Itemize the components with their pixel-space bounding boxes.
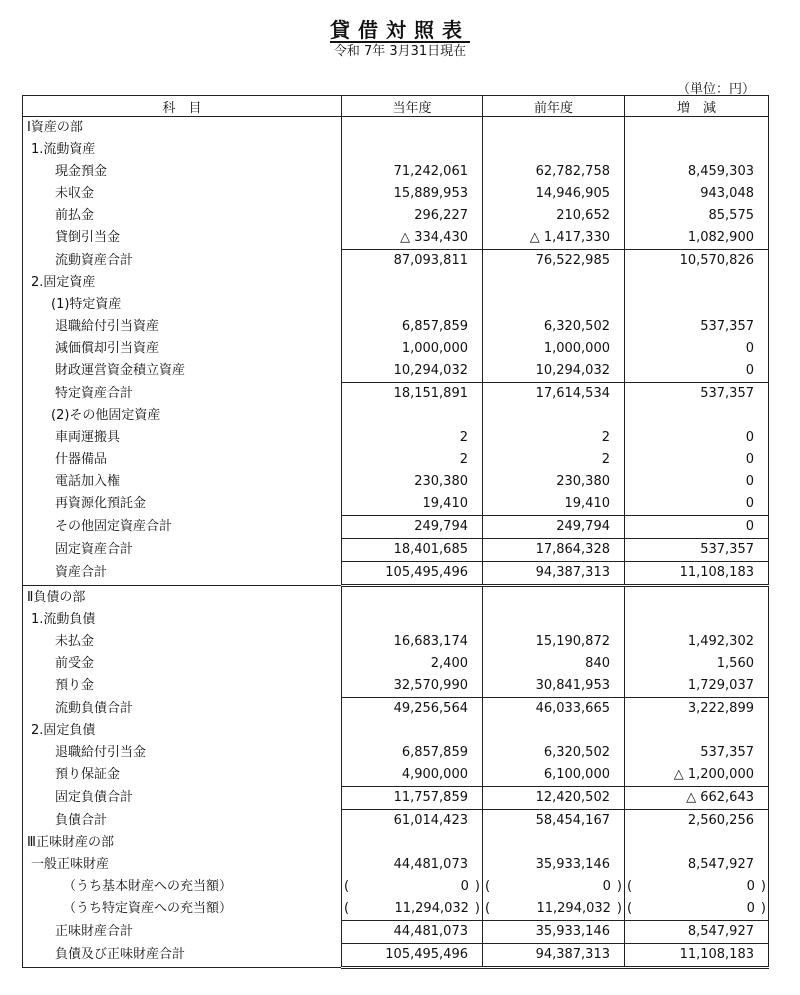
prior-year-value: [483, 405, 625, 427]
table-row: [23, 698, 769, 721]
table-row: [23, 898, 769, 921]
prior-year-value: 17,864,328: [483, 539, 625, 562]
change-value: 537,357: [625, 539, 769, 562]
current-year-value: [342, 898, 483, 921]
change-value: [625, 272, 769, 294]
prior-year-value: 12,420,502: [483, 787, 625, 810]
change-value: [625, 832, 769, 854]
account-label: 負債合計: [23, 810, 342, 833]
account-label: Ⅰ資産の部: [23, 117, 342, 140]
prior-year-value: [483, 832, 625, 854]
current-year-value: 44,481,073: [342, 854, 483, 876]
current-year-value: [342, 272, 483, 294]
close-paren: ): [760, 901, 766, 916]
open-paren: (: [627, 879, 633, 894]
current-year-value: 6,857,859: [342, 316, 483, 338]
table-row: [23, 338, 769, 360]
prior-year-value: [483, 586, 625, 610]
change-value: 537,357: [625, 742, 769, 764]
column-header-account: 科 目: [23, 96, 342, 117]
table-row: [23, 944, 769, 968]
account-label: 2.固定資産: [23, 272, 342, 294]
account-label: （うち基本財産への充当額）: [23, 876, 342, 898]
prior-year-value: 94,387,313: [483, 944, 625, 968]
close-paren: ): [474, 879, 480, 894]
prior-year-value: [483, 117, 625, 140]
close-paren: ): [616, 901, 622, 916]
current-year-value: 2: [342, 449, 483, 471]
account-label: 前払金: [23, 205, 342, 227]
column-header-change: 増 減: [625, 96, 769, 117]
change-value: [625, 720, 769, 742]
change-value: 943,048: [625, 183, 769, 205]
account-label: 減価償却引当資産: [23, 338, 342, 360]
prior-year-value: 35,933,146: [483, 854, 625, 876]
current-year-value: 230,380: [342, 471, 483, 493]
prior-year-value: 46,033,665: [483, 698, 625, 721]
paren-value: 0: [746, 901, 755, 916]
change-value: 11,108,183: [625, 944, 769, 968]
account-label: 一般正味財産: [23, 854, 342, 876]
table-row: [23, 810, 769, 833]
prior-year-value: 15,190,872: [483, 631, 625, 653]
balance-sheet-table: [22, 95, 769, 969]
change-value: 537,357: [625, 383, 769, 406]
account-label: 2.固定負債: [23, 720, 342, 742]
change-value: [625, 405, 769, 427]
table-row: [23, 272, 769, 294]
current-year-value: [342, 117, 483, 140]
account-label: 流動負債合計: [23, 698, 342, 721]
account-label: 1.流動資産: [23, 139, 342, 161]
change-value: △ 1,200,000: [625, 764, 769, 787]
prior-year-value: 6,320,502: [483, 316, 625, 338]
table-row: [23, 427, 769, 449]
change-value: 1,560: [625, 653, 769, 675]
paren-value: 0: [746, 879, 755, 894]
table-row: [23, 516, 769, 539]
change-value: 0: [625, 360, 769, 383]
account-label: 資産合計: [23, 562, 342, 586]
change-value: 85,575: [625, 205, 769, 227]
paren-value: 11,294,032: [536, 901, 611, 916]
current-year-value: 32,570,990: [342, 675, 483, 698]
table-row: [23, 787, 769, 810]
table-row: [23, 161, 769, 183]
account-label: 預り保証金: [23, 764, 342, 787]
account-label: 預り金: [23, 675, 342, 698]
prior-year-value: [483, 294, 625, 316]
account-label: 再資源化預託金: [23, 493, 342, 516]
change-value: 0: [625, 449, 769, 471]
table-row: [23, 117, 769, 140]
current-year-value: [342, 139, 483, 161]
table-row: [23, 631, 769, 653]
current-year-value: 71,242,061: [342, 161, 483, 183]
table-body: [23, 117, 769, 968]
table-row: [23, 383, 769, 406]
table-row: [23, 720, 769, 742]
prior-year-value: △ 1,417,330: [483, 227, 625, 250]
change-value: 1,082,900: [625, 227, 769, 250]
current-year-value: 4,900,000: [342, 764, 483, 787]
table-row: [23, 609, 769, 631]
prior-year-value: 10,294,032: [483, 360, 625, 383]
prior-year-value: 30,841,953: [483, 675, 625, 698]
current-year-value: 61,014,423: [342, 810, 483, 833]
account-label: (2)その他固定資産: [23, 405, 342, 427]
account-label: (1)特定資産: [23, 294, 342, 316]
change-value: 10,570,826: [625, 250, 769, 273]
current-year-value: 15,889,953: [342, 183, 483, 205]
change-value: 3,222,899: [625, 698, 769, 721]
prior-year-value: 62,782,758: [483, 161, 625, 183]
current-year-value: [342, 832, 483, 854]
current-year-value: 10,294,032: [342, 360, 483, 383]
close-paren: ): [760, 879, 766, 894]
current-year-value: [342, 609, 483, 631]
table-row: [23, 471, 769, 493]
change-value: 1,492,302: [625, 631, 769, 653]
account-label: （うち特定資産への充当額）: [23, 898, 342, 921]
prior-year-value: [483, 272, 625, 294]
open-paren: (: [627, 901, 633, 916]
prior-year-value: 17,614,534: [483, 383, 625, 406]
prior-year-value: 76,522,985: [483, 250, 625, 273]
table-row: [23, 139, 769, 161]
prior-year-value: 6,320,502: [483, 742, 625, 764]
prior-year-value: [483, 139, 625, 161]
change-value: [625, 294, 769, 316]
column-header-prior-year: 前年度: [483, 96, 625, 117]
account-label: 負債及び正味財産合計: [23, 944, 342, 968]
current-year-value: 87,093,811: [342, 250, 483, 273]
change-value: 0: [625, 493, 769, 516]
open-paren: (: [344, 901, 350, 916]
current-year-value: [342, 294, 483, 316]
prior-year-value: [483, 876, 625, 898]
table-row: [23, 876, 769, 898]
paren-value: 0: [460, 879, 469, 894]
change-value: 2,560,256: [625, 810, 769, 833]
table-row: [23, 227, 769, 250]
change-value: 8,547,927: [625, 921, 769, 944]
account-label: 前受金: [23, 653, 342, 675]
current-year-value: [342, 876, 483, 898]
table-row: [23, 183, 769, 205]
prior-year-value: 230,380: [483, 471, 625, 493]
change-value: [625, 609, 769, 631]
account-label: 固定負債合計: [23, 787, 342, 810]
current-year-value: 11,757,859: [342, 787, 483, 810]
table-row: [23, 742, 769, 764]
account-label: その他固定資産合計: [23, 516, 342, 539]
account-label: 車両運搬具: [23, 427, 342, 449]
current-year-value: 16,683,174: [342, 631, 483, 653]
prior-year-value: 840: [483, 653, 625, 675]
change-value: 11,108,183: [625, 562, 769, 586]
current-year-value: 44,481,073: [342, 921, 483, 944]
change-value: 0: [625, 427, 769, 449]
table-row: [23, 493, 769, 516]
account-label: Ⅱ負債の部: [23, 586, 342, 610]
open-paren: (: [344, 879, 350, 894]
table-row: [23, 449, 769, 471]
table-row: [23, 360, 769, 383]
current-year-value: 105,495,496: [342, 944, 483, 968]
account-label: 正味財産合計: [23, 921, 342, 944]
table-row: [23, 653, 769, 675]
table-row: [23, 832, 769, 854]
as-of-date: 令和 7年 3月31日現在: [333, 44, 467, 59]
prior-year-value: 94,387,313: [483, 562, 625, 586]
account-label: 貸倒引当金: [23, 227, 342, 250]
table-row: [23, 764, 769, 787]
account-label: Ⅲ正味財産の部: [23, 832, 342, 854]
prior-year-value: [483, 720, 625, 742]
table-row: [23, 316, 769, 338]
open-paren: (: [485, 901, 491, 916]
account-label: 1.流動負債: [23, 609, 342, 631]
current-year-value: 18,151,891: [342, 383, 483, 406]
current-year-value: [342, 720, 483, 742]
account-label: 退職給付引当金: [23, 742, 342, 764]
current-year-value: 2,400: [342, 653, 483, 675]
account-label: 電話加入権: [23, 471, 342, 493]
table-row: [23, 294, 769, 316]
prior-year-value: 249,794: [483, 516, 625, 539]
account-label: 財政運営資金積立資産: [23, 360, 342, 383]
table-row: [23, 854, 769, 876]
change-value: [625, 117, 769, 140]
current-year-value: 249,794: [342, 516, 483, 539]
table-row: [23, 205, 769, 227]
current-year-value: 296,227: [342, 205, 483, 227]
prior-year-value: [483, 609, 625, 631]
prior-year-value: 14,946,905: [483, 183, 625, 205]
table-row: [23, 586, 769, 610]
prior-year-value: 19,410: [483, 493, 625, 516]
table-row: [23, 539, 769, 562]
change-value: 0: [625, 516, 769, 539]
change-value: 0: [625, 338, 769, 360]
current-year-value: 2: [342, 427, 483, 449]
change-value: 8,547,927: [625, 854, 769, 876]
change-value: [625, 898, 769, 921]
prior-year-value: 35,933,146: [483, 921, 625, 944]
account-label: 特定資産合計: [23, 383, 342, 406]
change-value: [625, 876, 769, 898]
change-value: 0: [625, 471, 769, 493]
table-row: [23, 675, 769, 698]
prior-year-value: [483, 898, 625, 921]
close-paren: ): [474, 901, 480, 916]
account-label: 退職給付引当資産: [23, 316, 342, 338]
header-row: [23, 96, 769, 117]
account-label: 固定資産合計: [23, 539, 342, 562]
account-label: 流動資産合計: [23, 250, 342, 273]
current-year-value: △ 334,430: [342, 227, 483, 250]
change-value: 8,459,303: [625, 161, 769, 183]
change-value: [625, 586, 769, 610]
table-row: [23, 250, 769, 273]
prior-year-value: 2: [483, 427, 625, 449]
prior-year-value: 58,454,167: [483, 810, 625, 833]
current-year-value: 1,000,000: [342, 338, 483, 360]
change-value: 1,729,037: [625, 675, 769, 698]
document-title: 貸借対照表: [330, 18, 470, 42]
prior-year-value: 2: [483, 449, 625, 471]
close-paren: ): [616, 879, 622, 894]
account-label: 什器備品: [23, 449, 342, 471]
current-year-value: [342, 586, 483, 610]
prior-year-value: 1,000,000: [483, 338, 625, 360]
account-label: 未払金: [23, 631, 342, 653]
paren-value: 0: [602, 879, 611, 894]
table-row: [23, 562, 769, 586]
prior-year-value: 210,652: [483, 205, 625, 227]
current-year-value: 19,410: [342, 493, 483, 516]
prior-year-value: 6,100,000: [483, 764, 625, 787]
change-value: 537,357: [625, 316, 769, 338]
table-row: [23, 921, 769, 944]
current-year-value: 18,401,685: [342, 539, 483, 562]
account-label: 未収金: [23, 183, 342, 205]
current-year-value: 6,857,859: [342, 742, 483, 764]
current-year-value: [342, 405, 483, 427]
change-value: △ 662,643: [625, 787, 769, 810]
change-value: [625, 139, 769, 161]
account-label: 現金預金: [23, 161, 342, 183]
current-year-value: 105,495,496: [342, 562, 483, 586]
table-row: [23, 405, 769, 427]
paren-value: 11,294,032: [394, 901, 469, 916]
unit-label: （単位：円）: [676, 82, 755, 97]
current-year-value: 49,256,564: [342, 698, 483, 721]
column-header-current-year: 当年度: [342, 96, 483, 117]
open-paren: (: [485, 879, 491, 894]
